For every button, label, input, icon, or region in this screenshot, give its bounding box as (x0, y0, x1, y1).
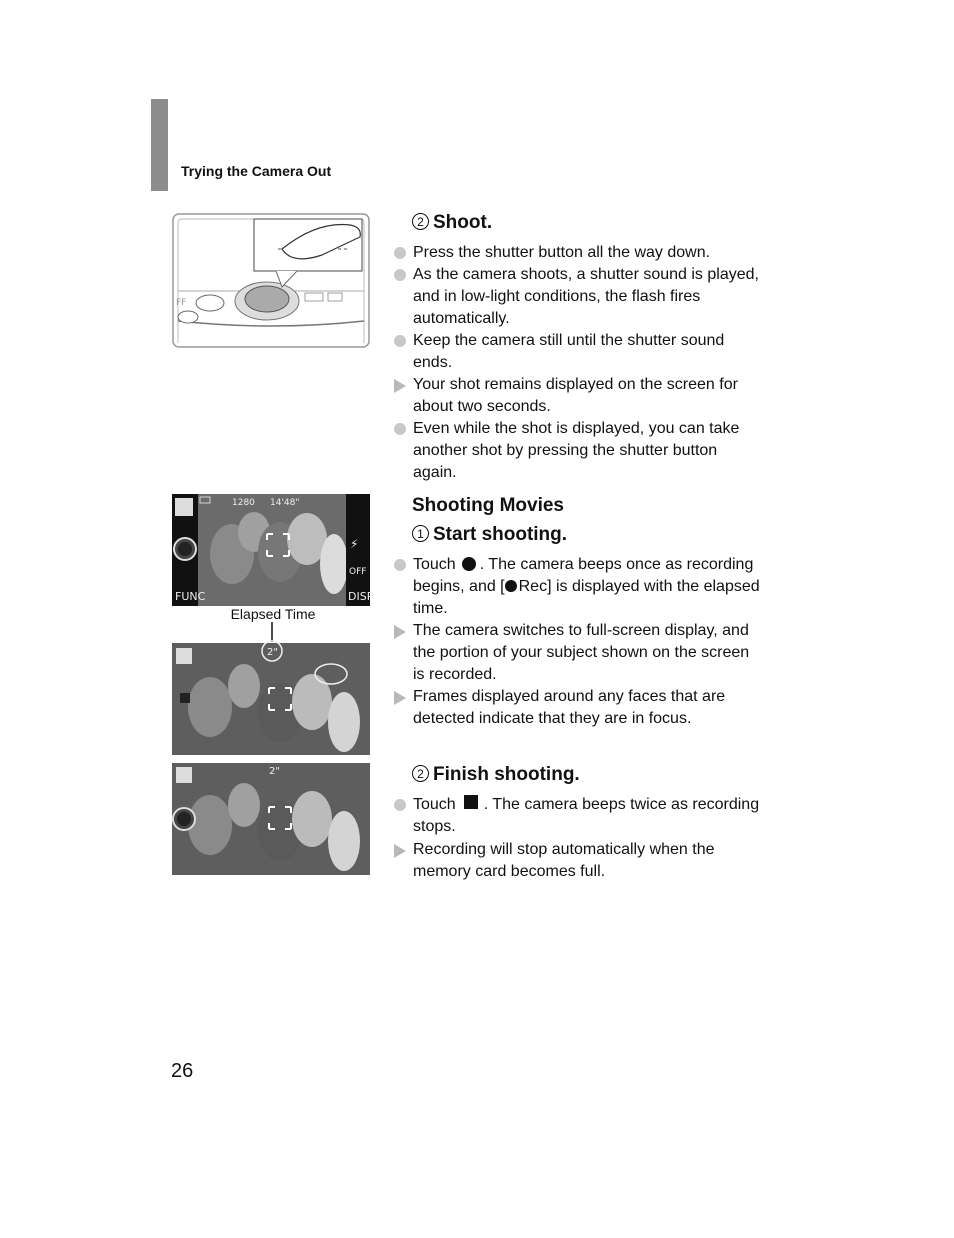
elapsed-indicator: 2" (269, 766, 280, 777)
finish-shooting-instructions (392, 794, 762, 883)
bullet-icon (394, 559, 406, 571)
elapsed-time-caption: Elapsed Time (230, 606, 316, 622)
arrow-icon (394, 691, 406, 705)
arrow-icon (394, 844, 406, 858)
list-item: Even while the shot is displayed, you can take another shot by pressing the shutter button again. (392, 418, 762, 484)
shoot-instructions (392, 242, 762, 484)
shoot-heading (412, 212, 492, 234)
step-number-icon: 2 (412, 765, 429, 782)
resolution-label: 1280 (232, 498, 255, 508)
section-tab-bar (151, 99, 168, 191)
list-item: Touch . The camera beeps once as recording begins, and [ Rec] is displayed with the elapsed time. (392, 554, 762, 620)
list-item: Your shot remains displayed on the screen for about two seconds. (392, 374, 762, 418)
movie-stop-screen (172, 763, 370, 875)
bullet-icon (394, 247, 406, 259)
step-number-icon: 2 (412, 213, 429, 230)
list-item: Frames displayed around any faces that are detected indicate that they are in focus. (392, 686, 762, 730)
movie-standby-screen (172, 494, 374, 606)
start-shooting-title: Start shooting. (433, 524, 568, 545)
shoot-title: Shoot. (433, 212, 493, 233)
elapsed-indicator: 2" (267, 647, 278, 658)
list-item: The camera switches to full-screen display, and the portion of your subject shown on the screen is recorded. (392, 620, 762, 686)
func-label: FUNC (175, 590, 206, 603)
disp-label: DISP (348, 590, 374, 603)
list-item: As the camera shoots, a shutter sound is played, and in low-light conditions, the flash fires automatically. (392, 264, 762, 330)
list-item: Keep the camera still until the shutter sound ends. (392, 330, 762, 374)
bullet-icon (394, 423, 406, 435)
movie-recording-screen (172, 622, 370, 755)
off-label: OFF (349, 567, 367, 577)
section-title: Trying the Camera Out (181, 163, 332, 179)
list-item: Press the shutter button all the way down. (392, 242, 762, 264)
start-shooting-heading (412, 524, 567, 546)
svg-text:⚡: ⚡ (350, 537, 359, 551)
start-shooting-instructions (392, 554, 762, 730)
step-number-icon: 1 (412, 525, 429, 542)
finish-shooting-heading (412, 764, 580, 786)
arrow-icon (394, 379, 406, 393)
shutter-button-illustration (172, 213, 370, 348)
list-item: Touch . The camera beeps twice as recording stops. (392, 794, 762, 838)
finish-shooting-title: Finish shooting. (433, 764, 580, 785)
shooting-movies-heading: Shooting Movies (412, 495, 564, 516)
arrow-icon (394, 625, 406, 639)
remaining-time-label: 14'48" (270, 498, 300, 508)
bullet-icon (394, 335, 406, 347)
svg-text:FF: FF (176, 298, 187, 308)
bullet-icon (394, 269, 406, 281)
bullet-icon (394, 799, 406, 811)
rec-dot-icon (505, 580, 517, 592)
list-item: Recording will stop automatically when the memory card becomes full. (392, 839, 762, 883)
record-icon (462, 557, 476, 571)
stop-icon (464, 795, 478, 809)
page-number: 26 (171, 1060, 194, 1082)
